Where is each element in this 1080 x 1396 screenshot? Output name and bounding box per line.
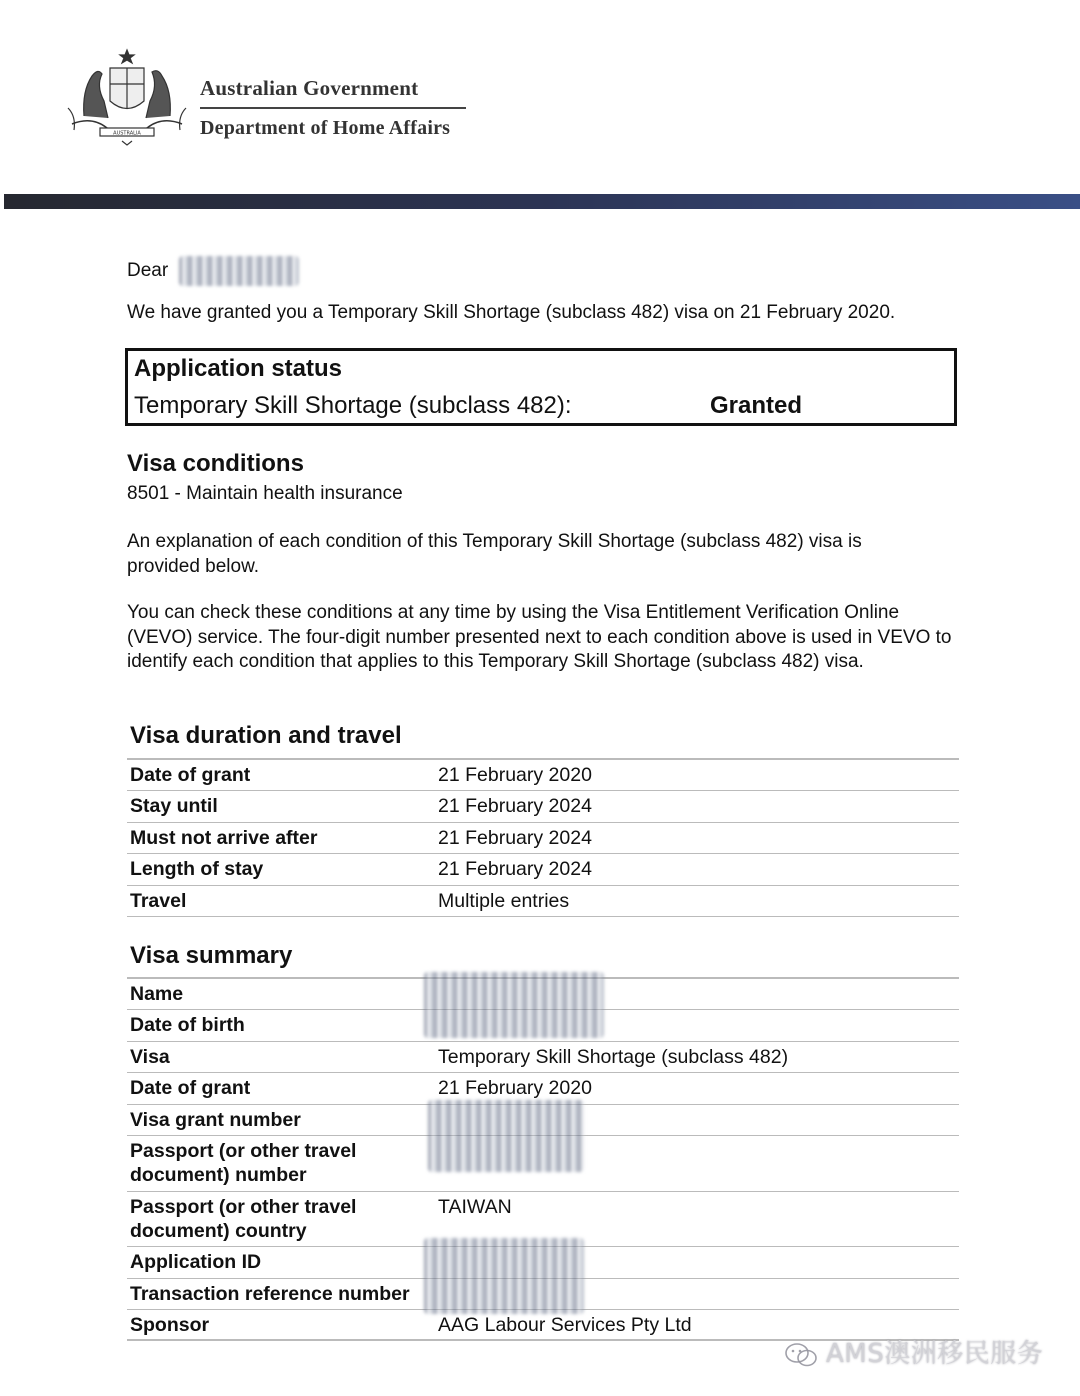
agency-name-block <box>200 76 466 140</box>
redacted-name-dob <box>424 972 604 1038</box>
redacted-grant-passport <box>428 1100 584 1172</box>
row-label: Sponsor <box>130 1314 210 1336</box>
row-label: Application ID <box>130 1251 262 1273</box>
table-row <box>127 760 959 792</box>
status-visa: Temporary Skill Shortage (subclass 482): <box>134 392 572 419</box>
agency-line2: Department of Home Affairs <box>200 116 451 139</box>
salutation <box>127 256 299 286</box>
svg-text:AUSTRALIA: AUSTRALIA <box>113 130 141 137</box>
row-label: Passport (or other travel document) country <box>130 1195 357 1242</box>
table-row <box>127 791 959 823</box>
row-value: 21 February 2024 <box>438 826 592 849</box>
row-label: Length of stay <box>130 858 264 880</box>
redacted-application-ids <box>424 1238 584 1314</box>
table-row <box>127 1042 959 1074</box>
redacted-name <box>179 256 299 286</box>
row-label: Name <box>130 982 184 1005</box>
table-row <box>127 823 959 855</box>
row-label: Stay until <box>130 795 218 817</box>
row-value: 21 February 2024 <box>438 795 592 817</box>
row-label: Passport (or other travel document) number <box>130 1140 357 1186</box>
duration-table <box>127 758 959 917</box>
row-value: 21 February 2024 <box>438 858 592 880</box>
coat-of-arms-logo <box>62 46 192 146</box>
chat-bubble-icon <box>784 1341 818 1369</box>
row-value: 21 February 2020 <box>438 1077 592 1099</box>
condition-item: 8501 - Maintain health insurance <box>127 483 403 504</box>
conditions-heading: Visa conditions <box>127 450 304 477</box>
watermark <box>784 1333 1043 1370</box>
duration-heading: Visa duration and travel <box>130 722 402 749</box>
row-label: Date of birth <box>130 1014 245 1036</box>
row-label: Travel <box>130 889 187 912</box>
row-label: Date of grant <box>130 1077 251 1099</box>
table-row <box>127 854 959 886</box>
row-value: Temporary Skill Shortage (subclass 482) <box>438 1045 789 1068</box>
header-banner <box>4 194 1080 209</box>
row-label: Date of grant <box>130 763 251 786</box>
status-value: Granted <box>710 392 803 419</box>
salutation-text: Dear <box>127 260 169 282</box>
vevo-paragraph: You can check these conditions at any time by using the Visa Entitlement Verification Online (VEVO) service. The four-digit number presented next to each condition above is used in VEVO to identify each condition that applies to this Temporary Skill Shortage (subclass 482) visa. <box>127 602 952 672</box>
row-value: 21 February 2020 <box>438 763 592 786</box>
row-label: Visa <box>130 1045 170 1068</box>
summary-heading: Visa summary <box>130 942 293 969</box>
grant-sentence: We have granted you a Temporary Skill Shortage (subclass 482) visa on 21 February 2020. <box>127 302 896 323</box>
row-value: TAIWAN <box>438 1195 512 1218</box>
agency-divider <box>200 107 466 109</box>
row-value: AAG Labour Services Pty Ltd <box>438 1314 692 1336</box>
agency-line1: Australian Government <box>200 76 419 100</box>
row-label: Transaction reference number <box>130 1282 410 1305</box>
row-label: Must not arrive after <box>130 826 318 849</box>
row-label: Visa grant number <box>130 1108 301 1131</box>
table-row <box>127 886 959 918</box>
status-title: Application status <box>134 355 343 382</box>
application-status-box <box>125 348 957 426</box>
conditions-explanation: An explanation of each condition of this Temporary Skill Shortage (subclass 482) visa is provided below. <box>127 531 862 577</box>
watermark-text: AMS澳洲移民服务 <box>826 1339 1044 1369</box>
row-value: Multiple entries <box>438 889 570 912</box>
